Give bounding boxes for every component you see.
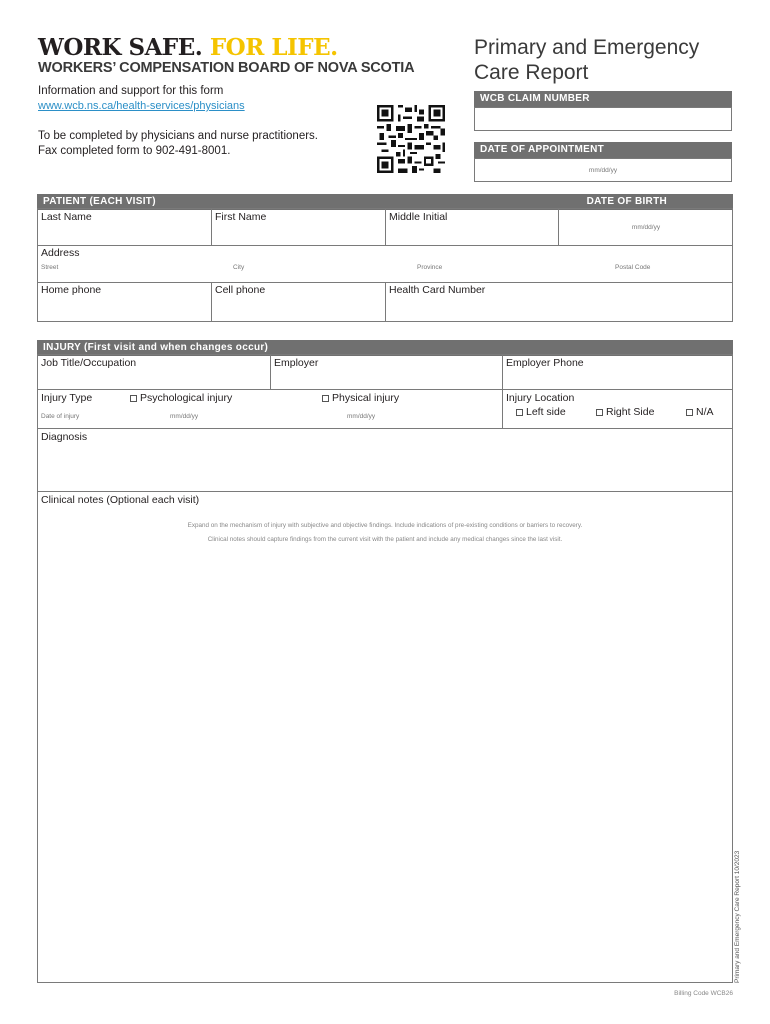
- form-title: [474, 35, 734, 85]
- left-side-option[interactable]: [516, 406, 566, 418]
- address-label: Address: [41, 247, 80, 259]
- first-name-label: First Name: [215, 211, 267, 223]
- qr-code-icon: [377, 104, 445, 174]
- physical-date-placeholder[interactable]: mm/dd/yy: [347, 413, 376, 420]
- form-title-line2: Care Report: [474, 61, 589, 84]
- city-label: City: [233, 264, 245, 271]
- side-form-id: Primary and Emergency Care Report 10/2023: [734, 850, 741, 983]
- instructions-line1: To be completed by physicians and nurse practitioners.: [38, 130, 318, 142]
- physical-label: Physical injury: [332, 392, 400, 404]
- psychological-label: Psychological injury: [140, 392, 233, 404]
- na-option[interactable]: [686, 406, 714, 418]
- left-side-label: Left side: [526, 406, 566, 418]
- dob-placeholder: mm/dd/yy: [631, 224, 661, 231]
- right-side-checkbox[interactable]: [596, 409, 603, 416]
- employer-phone-label: Employer Phone: [506, 357, 584, 369]
- logo-part1: WORK SAFE.: [38, 34, 203, 61]
- street-label: Street: [41, 264, 59, 271]
- cell-phone-label: Cell phone: [215, 284, 266, 296]
- physical-checkbox[interactable]: [322, 395, 329, 402]
- right-side-label: Right Side: [606, 406, 655, 418]
- province-label: Province: [417, 264, 443, 271]
- billing-code: Billing Code WCB26: [674, 990, 733, 997]
- appointment-date-field[interactable]: [474, 158, 732, 182]
- org-name: WORKERS’ COMPENSATION BOARD OF NOVA SCOTIA: [38, 60, 415, 76]
- claim-number-header: WCB CLAIM NUMBER: [474, 91, 732, 107]
- last-name-label: Last Name: [41, 211, 92, 223]
- job-title-label: Job Title/Occupation: [41, 357, 137, 369]
- psychological-checkbox[interactable]: [130, 395, 137, 402]
- na-checkbox[interactable]: [686, 409, 693, 416]
- instructions-line2: Fax completed form to 902-491-8001.: [38, 145, 231, 157]
- injury-header: INJURY (First visit and when changes occur): [37, 340, 733, 356]
- clinical-notes-field[interactable]: [38, 550, 718, 982]
- appointment-placeholder: mm/dd/yy: [588, 167, 618, 174]
- injury-section: [37, 354, 733, 983]
- notes-hint-1: Expand on the mechanism of injury with subjective and objective findings. Include indications of pre-existing conditions or barriers to recovery.: [187, 522, 583, 529]
- date-of-injury-label: Date of injury: [41, 413, 80, 420]
- middle-initial-label: Middle Initial: [389, 211, 448, 223]
- health-card-label: Health Card Number: [389, 284, 486, 296]
- right-side-option[interactable]: [596, 406, 654, 418]
- patient-header-label: PATIENT (EACH VISIT): [43, 196, 156, 207]
- info-block: [38, 84, 245, 114]
- injury-location-label: Injury Location: [506, 392, 575, 404]
- dob-header: DATE OF BIRTH: [586, 196, 667, 207]
- physical-option[interactable]: [322, 392, 399, 404]
- appointment-header: DATE OF APPOINTMENT: [474, 142, 732, 158]
- form-title-line1: Primary and Emergency: [474, 36, 700, 59]
- left-side-checkbox[interactable]: [516, 409, 523, 416]
- claim-number-field[interactable]: [474, 107, 732, 131]
- employer-label: Employer: [274, 357, 319, 369]
- clinical-notes-label: Clinical notes (Optional each visit): [41, 494, 200, 506]
- psychological-date-placeholder[interactable]: mm/dd/yy: [170, 413, 199, 420]
- logo-wordmark: [38, 34, 338, 61]
- na-label: N/A: [696, 406, 714, 418]
- postal-code-label: Postal Code: [615, 264, 651, 271]
- info-link[interactable]: www.wcb.ns.ca/health-services/physicians: [38, 100, 245, 112]
- patient-section: [37, 208, 733, 322]
- instructions: [38, 129, 318, 159]
- logo-part2: FOR LIFE.: [209, 34, 338, 61]
- info-text: Information and support for this form: [38, 85, 224, 97]
- psychological-option[interactable]: [130, 392, 232, 404]
- diagnosis-field[interactable]: [38, 441, 732, 491]
- home-phone-label: Home phone: [41, 284, 102, 296]
- notes-hint-2: Clinical notes should capture findings from the current visit with the patient and include any medical changes since the last visit.: [207, 536, 563, 543]
- diagnosis-label: Diagnosis: [41, 431, 88, 443]
- injury-type-label: Injury Type: [41, 392, 93, 404]
